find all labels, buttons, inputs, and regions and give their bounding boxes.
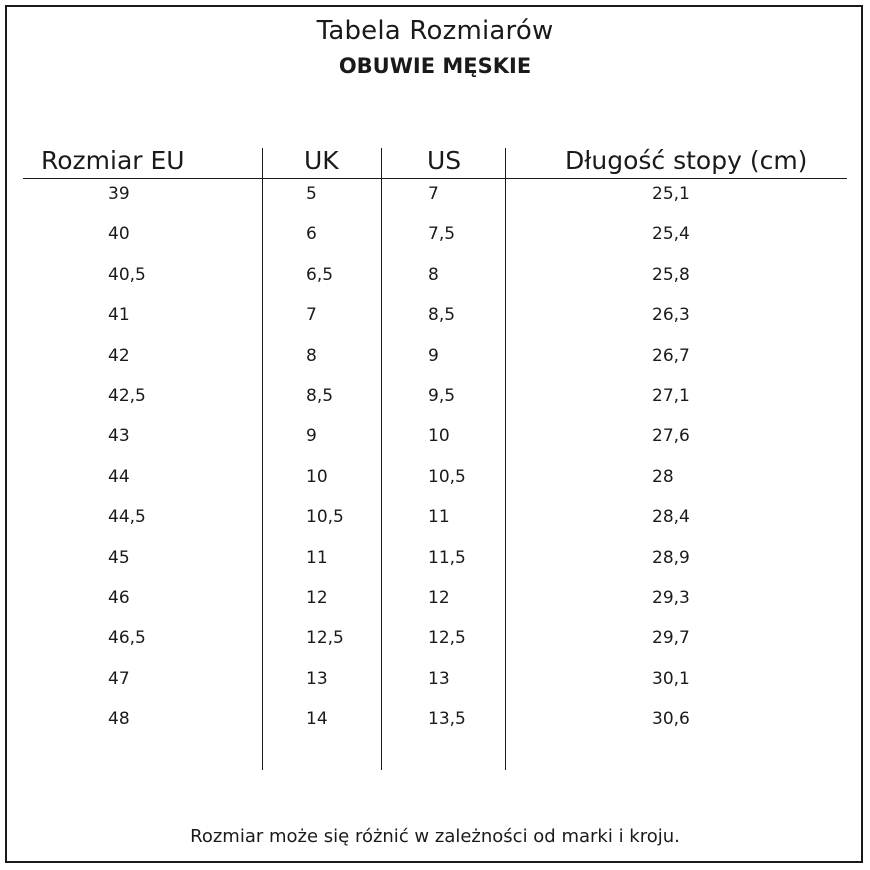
header-divider [23, 178, 847, 179]
column-header-us: US [427, 146, 462, 175]
table-row [0, 386, 870, 426]
cell-eu: 48 [108, 709, 130, 730]
cell-foot-length: 28,4 [652, 507, 690, 528]
table-row [0, 709, 870, 749]
cell-us: 9,5 [428, 385, 456, 406]
table-row [0, 467, 870, 507]
cell-us: 8 [428, 264, 439, 285]
cell-us: 11,5 [428, 547, 466, 568]
cell-uk: 10 [306, 466, 328, 487]
cell-us: 10 [428, 426, 450, 447]
cell-us: 12 [428, 587, 450, 608]
table-row [0, 548, 870, 588]
cell-foot-length: 29,3 [652, 587, 690, 608]
cell-uk: 7 [306, 305, 317, 326]
cell-eu: 46,5 [108, 628, 146, 649]
cell-us: 12,5 [428, 628, 466, 649]
table-row [0, 305, 870, 345]
cell-uk: 8,5 [306, 385, 334, 406]
cell-foot-length: 30,6 [652, 709, 690, 730]
table-row [0, 628, 870, 668]
cell-eu: 43 [108, 426, 130, 447]
table-row [0, 426, 870, 466]
cell-eu: 47 [108, 668, 130, 689]
cell-us: 13,5 [428, 709, 466, 730]
cell-uk: 8 [306, 345, 317, 366]
table-row [0, 224, 870, 264]
cell-us: 8,5 [428, 305, 456, 326]
cell-eu: 44 [108, 466, 130, 487]
table-row [0, 507, 870, 547]
cell-uk: 12,5 [306, 628, 344, 649]
cell-eu: 40,5 [108, 264, 146, 285]
table-row [0, 669, 870, 709]
cell-eu: 41 [108, 305, 130, 326]
page-title: Tabela Rozmiarów [316, 16, 554, 46]
cell-uk: 9 [306, 426, 317, 447]
cell-us: 10,5 [428, 466, 466, 487]
table-row [0, 184, 870, 224]
cell-foot-length: 29,7 [652, 628, 690, 649]
cell-us: 7 [428, 184, 439, 204]
table-row [0, 265, 870, 305]
cell-foot-length: 25,8 [652, 264, 690, 285]
cell-foot-length: 27,1 [652, 385, 690, 406]
column-header-foot-length: Długość stopy (cm) [565, 146, 808, 175]
cell-us: 7,5 [428, 224, 456, 245]
cell-eu: 40 [108, 224, 130, 245]
page-subtitle: OBUWIE MĘSKIE [338, 54, 532, 78]
cell-uk: 6,5 [306, 264, 334, 285]
cell-eu: 45 [108, 547, 130, 568]
cell-foot-length: 27,6 [652, 426, 690, 447]
cell-uk: 12 [306, 587, 328, 608]
column-header-eu: Rozmiar EU [41, 146, 185, 175]
cell-foot-length: 25,4 [652, 224, 690, 245]
cell-uk: 6 [306, 224, 317, 245]
cell-eu: 44,5 [108, 507, 146, 528]
cell-uk: 13 [306, 668, 328, 689]
table-row [0, 346, 870, 386]
cell-foot-length: 28,9 [652, 547, 690, 568]
cell-uk: 11 [306, 547, 328, 568]
footer-note: Rozmiar może się różnić w zależności od marki i kroju. [190, 826, 680, 847]
cell-uk: 5 [306, 184, 317, 204]
size-table-body [0, 184, 870, 749]
cell-foot-length: 28 [652, 466, 674, 487]
column-header-uk: UK [304, 146, 339, 175]
cell-uk: 10,5 [306, 507, 344, 528]
cell-eu: 39 [108, 184, 130, 204]
cell-foot-length: 26,3 [652, 305, 690, 326]
cell-us: 13 [428, 668, 450, 689]
cell-eu: 42,5 [108, 385, 146, 406]
cell-foot-length: 25,1 [652, 184, 690, 204]
cell-foot-length: 30,1 [652, 668, 690, 689]
cell-uk: 14 [306, 709, 328, 730]
cell-us: 9 [428, 345, 439, 366]
cell-eu: 46 [108, 587, 130, 608]
cell-eu: 42 [108, 345, 130, 366]
table-row [0, 588, 870, 628]
cell-us: 11 [428, 507, 450, 528]
cell-foot-length: 26,7 [652, 345, 690, 366]
